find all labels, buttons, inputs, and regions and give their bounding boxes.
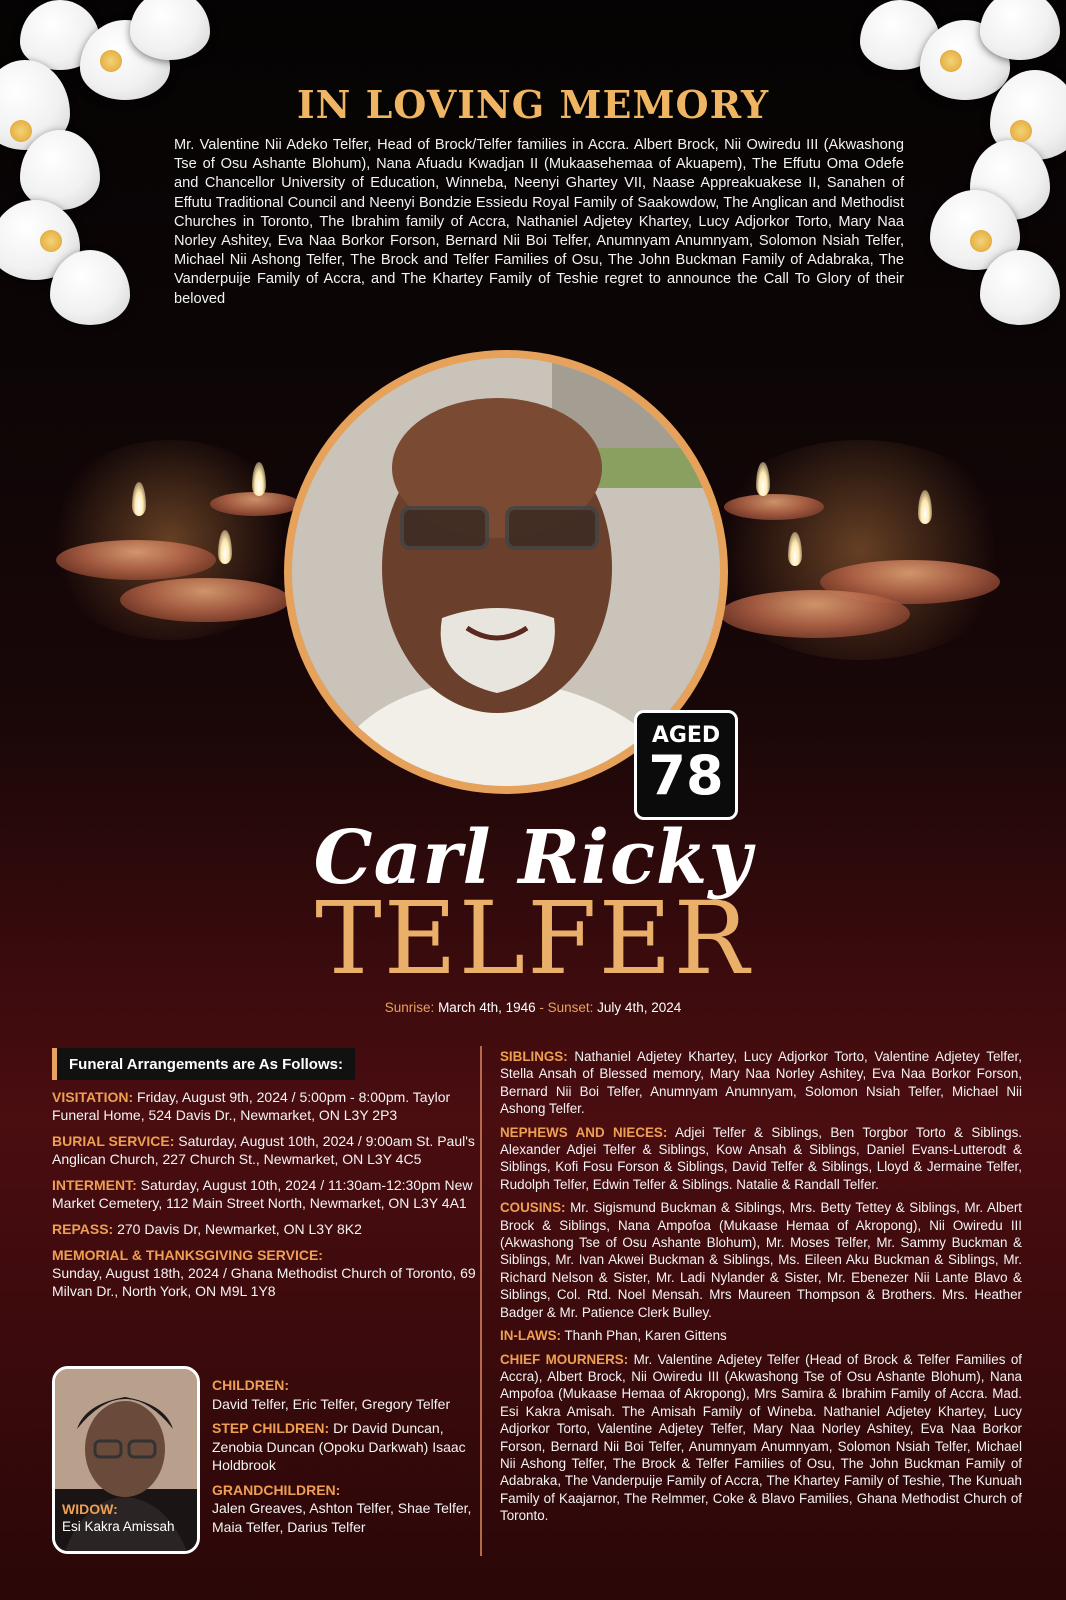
step-children-label: STEP CHILDREN: bbox=[212, 1420, 330, 1436]
candle bbox=[724, 494, 824, 520]
sunrise-label: Sunrise: bbox=[384, 1000, 435, 1015]
repass-item bbox=[52, 1220, 482, 1238]
children-text: David Telfer, Eric Telfer, Gregory Telfer bbox=[212, 1395, 451, 1412]
column-divider bbox=[480, 1046, 482, 1556]
age-badge bbox=[634, 710, 738, 820]
children-label: CHILDREN: bbox=[212, 1377, 289, 1393]
widow-caption bbox=[62, 1500, 175, 1536]
life-dates bbox=[0, 1000, 1066, 1015]
announcement-text: Mr. Valentine Nii Adeko Telfer, Head of Brock/Telfer families in Accra. Albert Brock, Nii Owiredu III (Akwashong Tse of Osu Ashante Blohum), Nana Afuadu Kwadjan II (Mukaasehemaa of Akuapem), The Effutu Oma Odefe and Chancellor University of Education, Winneba, Neenyi Ghartey VII, Naase Appreakuakese II, Sanahen of Effutu Traditional Council and Neenyi Bondzie Essiedu Royal Family of Saakowdow, The Anglican and Methodist Churches in Toronto, The Ibrahim family of Accra, Nathaniel Adjetey Khartey, Lucy Adjorkor Torto, Mary Naa Norley Ashitey, Eva Naa Borkor Forson, Bernard Nii Boi Telfer, Anumnyam Anumnyam, Solomon Nsiah Telfer, Michael Nii Ashong Telfer, The Brock and Telfer Families of Osu, The John Buckman Family of Adabraka, The Vanderpuije Family of Accra, and The Khartey Family of Teshie regret to announce the Call To Glory of their beloved bbox=[174, 137, 904, 307]
candle bbox=[120, 578, 290, 622]
chief-mourners-item bbox=[500, 1351, 1022, 1525]
widow-label: WIDOW: bbox=[62, 1501, 118, 1517]
burial-label: BURIAL SERVICE: bbox=[52, 1133, 175, 1149]
interment-item bbox=[52, 1176, 482, 1212]
memorial-text: Sunday, August 18th, 2024 / Ghana Methodist Church of Toronto, 69 Milvan Dr., North York, ON M9L 1Y8 bbox=[52, 1265, 476, 1299]
grandchildren-item bbox=[212, 1481, 474, 1537]
widow-name: Esi Kakra Amissah bbox=[62, 1519, 175, 1534]
sunset-date: July 4th, 2024 bbox=[597, 1000, 682, 1015]
grandchildren-label: GRANDCHILDREN: bbox=[212, 1481, 341, 1498]
date-separator: - bbox=[535, 1000, 548, 1015]
sunset-label: Sunset: bbox=[547, 1000, 594, 1015]
interment-text: Saturday, August 10th, 2024 / 11:30am-12:30pm New Market Cemetery, 112 Main Street North, Newmarket, ON L3Y 4A1 bbox=[52, 1177, 473, 1211]
siblings-label: SIBLINGS: bbox=[500, 1049, 568, 1064]
relatives-list bbox=[500, 1048, 1022, 1531]
age-value: 78 bbox=[648, 744, 724, 807]
visitation-label: VISITATION: bbox=[52, 1089, 134, 1105]
burial-text: Saturday, August 10th, 2024 / 9:00am St. Paul's Anglican Church, 227 Church St., Newmarket, ON L3Y 4C5 bbox=[52, 1133, 475, 1167]
candle bbox=[210, 492, 300, 516]
grandchildren-text: Jalen Greaves, Ashton Telfer, Shae Telfer, Maia Telfer, Darius Telfer bbox=[212, 1500, 472, 1535]
siblings-item bbox=[500, 1048, 1022, 1118]
cousins-item bbox=[500, 1199, 1022, 1321]
step-children-text: Dr David Duncan, Zenobia Duncan (Opoku Darkwah) Isaac Holdbrook bbox=[212, 1420, 466, 1473]
repass-label: REPASS: bbox=[52, 1221, 114, 1237]
memorial-item bbox=[52, 1246, 482, 1300]
candle-flame bbox=[252, 462, 266, 496]
in-laws-item bbox=[500, 1327, 1022, 1344]
step-children-item bbox=[212, 1419, 474, 1475]
visitation-text: Friday, August 9th, 2024 / 5:00pm - 8:00pm. Taylor Funeral Home, 524 Davis Dr., Newmarket, ON L3Y 2P3 bbox=[52, 1089, 451, 1123]
repass-text: 270 Davis Dr, Newmarket, ON L3Y 8K2 bbox=[113, 1221, 362, 1237]
deceased-first-name: Carl Ricky bbox=[313, 815, 753, 901]
interment-label: INTERMENT: bbox=[52, 1177, 137, 1193]
siblings-text: Nathaniel Adjetey Khartey, Lucy Adjorkor Torto, Valentine Adjetey Telfer, Stella Ansah of Blessed memory, Mary Naa Norley Ashitey, Eva Naa Borkor Forson, Bernard Nii Boi Telfer, Anumnyam Anumnyam, Solomon Nsiah Telfer, Michael Nii Ashong Telfer. bbox=[500, 1049, 1022, 1117]
sunrise-date: March 4th, 1946 bbox=[438, 1000, 536, 1015]
memorial-label: MEMORIAL & THANKSGIVING SERVICE: bbox=[52, 1247, 323, 1263]
age-label: AGED bbox=[651, 723, 721, 748]
children-item bbox=[212, 1376, 474, 1413]
burial-item bbox=[52, 1132, 482, 1168]
candle bbox=[56, 540, 216, 580]
cousins-text: Mr. Sigismund Buckman & Siblings, Mrs. Betty Tettey & Siblings, Mr. Albert Brock & Siblings, Nana Ampofoa (Mukaase Hemaa of Akropong), Nii Owiredu III (Akwashong Tse of Osu Ashante Blohum), Mr. Moses Telfer, Mr. Sammy Buckman & Siblings, Mr. Ivan Akwei Buckman & Siblings, Ms. Eileen Aku Buckman & Siblings, Mr. Richard Nelson & Sister, Mr. Ladi Nylander & Sister, Mr. Ebenezer Nii Lante Blavo & Siblings, Col. Rtd. Noel Mensah. Mrs Maureen Thompson & Brothers. Mrs. Heather Badger & Mr. Patience Clerk Bulley. bbox=[500, 1200, 1022, 1320]
in-laws-text: Thanh Phan, Karen Gittens bbox=[561, 1328, 727, 1344]
candle bbox=[720, 590, 910, 638]
chief-mourners-label: CHIEF MOURNERS: bbox=[500, 1351, 629, 1367]
arrangements-heading: Funeral Arrangements are As Follows: bbox=[52, 1048, 355, 1080]
arrangements-list bbox=[52, 1088, 482, 1308]
in-laws-label: IN-LAWS: bbox=[500, 1328, 561, 1344]
page-title: IN LOVING MEMORY bbox=[296, 82, 770, 127]
nephews-item bbox=[500, 1124, 1022, 1194]
cousins-label: COUSINS: bbox=[500, 1200, 566, 1216]
deceased-surname: TELFER bbox=[315, 880, 751, 997]
nephews-text: Adjei Telfer & Siblings, Ben Torgbor Torto & Siblings. Alexander Adjei Telfer & Siblings, Kow Ansah & Siblings, Daniel Evans-Lutterodt & Siblings, Kofi Fosu Forson & Siblings, David Telfer & Siblings, Lloyd & Jermaine Telfer, Rudolph Telfer, Edwin Telfer & Siblings. Natalie & Randall Telfer. bbox=[500, 1124, 1022, 1192]
orchid-decoration-left bbox=[0, 0, 200, 330]
family-list bbox=[212, 1376, 474, 1542]
nephews-label: NEPHEWS AND NIECES: bbox=[500, 1124, 668, 1140]
visitation-item bbox=[52, 1088, 482, 1124]
chief-mourners-text: Mr. Valentine Adjetey Telfer (Head of Brock & Telfer Families of Accra), Albert Brock, Nii Owiredu III (Akwashong Tse of Osu Ashante Blohum), Nana Ampofoa (Mukaase Hemaa of Akropong), Mrs Samira & Ibrahim Family of Accra. Mad. Esi Kakra Amisah. The Amisah Family of Wineba. Nathaniel Adjetey Khartey, Lucy Adjorkor Torto, Valentine Adjetey Telfer, Mary Naa Norley Ashitey, Eva Naa Borkor Forson, Bernard Nii Boi Telfer, Anumnyam Anumnyam, Solomon Nsiah Telfer, Michael Nii Ashong Telfer, The Brock & Telfer Families of Osu, The John Buckman Family of Adabraka, The Vanderpuije Family of Accra, The Khartey Family of Teshie, The Kunuah Family of Kaajarnor, The Relmmer, Coke & Blavo Families, Ghana Methodist Church of Toronto. bbox=[500, 1351, 1022, 1524]
